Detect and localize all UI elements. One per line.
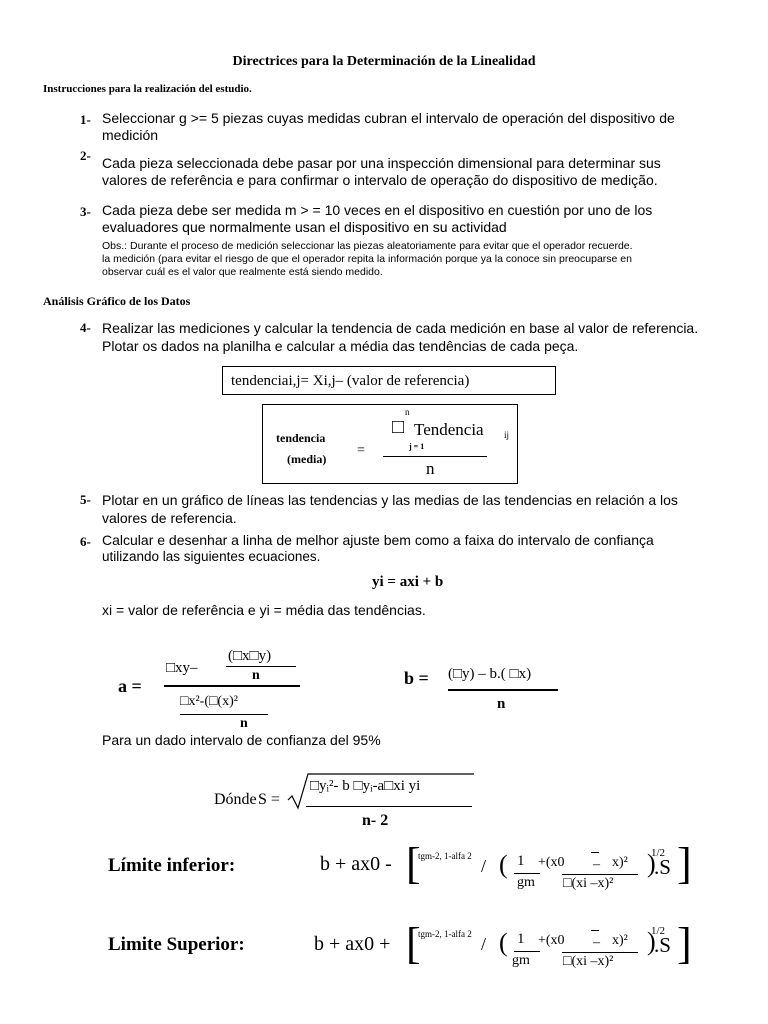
limit-inferior-s: .S [654,855,671,879]
limit-inferior-expr: b + ax0 - [320,853,392,875]
slash-icon: / [481,934,487,954]
limit-inferior-frac-bar [562,874,638,875]
obs-line-3: observar cuál es el valor que realmente está siendo medido. [102,266,383,278]
media-label-2: (media) [287,452,327,466]
limit-inferior-one-bar [514,873,540,874]
formula-a-main-bar [164,685,300,687]
limit-inferior-power: 1/2 [651,847,666,859]
formula-a-den-bar [180,714,268,715]
formula-tendencia: tendenciai,j= Xi,j– (valor de referencia) [231,373,470,389]
limit-superior-minus: – [593,935,600,950]
formula-s-radicand: □yᵢ²- b □yᵢ-a□xi yi [310,778,421,794]
left-paren-icon: ( [499,850,508,879]
step-4-line-2: Plotar os dados na planilha e calcular a média das tendências de cada peça. [102,338,579,354]
formula-b-bar [448,689,558,691]
step-3-line-1: Cada pieza debe ser medida m > = 10 veces en el dispositivo en cuestión por uno de los [102,202,653,218]
step-6-line-2: utilizando las siguientes ecuaciones. [102,549,321,564]
limit-superior-one-bar [514,951,540,952]
formula-a-inner-bar [226,666,296,667]
obs-line-1: Obs.: Durante el proceso de medición seleccionar las piezas aleatoriamente para evitar que el operador recuerde. [102,240,633,252]
obs-line-2: la medición (para evitar el riesgo de que el operador repita la información porque ya la conoce sin preocuparse en [102,253,632,265]
step-1-line-2: medición [102,127,159,143]
formula-media-box [262,404,518,484]
formula-a-num-left: □xy– [166,660,198,676]
formula-b-denominator: n [497,696,506,712]
limit-superior-t: tgm-2, 1-alfa 2 [418,929,472,939]
formula-a-label: a = [118,676,142,696]
right-paren-icon: ) [647,927,656,956]
limit-superior-s: .S [654,933,671,957]
right-bracket-icon: ] [677,839,692,888]
limit-superior-expr: b + ax0 + [314,933,391,955]
step-5-line-2: valores de referencia. [102,510,237,526]
x-bar-icon [591,852,599,853]
media-denominator: n [426,459,435,478]
step-4-line-1: Realizar las mediciones y calcular la tendencia de cada medición en base al valor de referencia. [102,320,699,336]
slash-icon: / [481,856,487,876]
limit-inferior-bar-x: x)² [612,855,628,870]
step-3-line-2: evaluadores que normalmente usan el dispositivo en su actividad [102,219,507,235]
left-bracket-icon: [ [406,919,421,968]
eq-line: yi = axi + b [372,574,444,590]
formula-a-num-frac-bottom: n [252,668,260,683]
limit-superior-power: 1/2 [651,925,666,937]
confidence-text: Para un dado intervalo de confianza del 95% [102,732,381,748]
step-5-number: 5- [80,492,91,507]
step-2-line-1: Cada pieza seleccionada debe pasar por una inspección dimensional para determinar sus [102,155,661,171]
sum-symbol: □ [392,416,405,438]
media-fraction-bar [383,456,487,457]
step-1-number: 1- [80,112,91,127]
media-equals: = [357,443,365,458]
limit-superior-one: 1 [517,931,525,947]
x-bar-icon [591,930,599,931]
step-3-number: 3- [80,204,91,219]
limit-superior-gm: gm [512,953,530,968]
step-5-line-1: Plotar en un gráfico de líneas las tendencias y las medias de las tendencias en relación a los [102,492,678,508]
limit-inferior-label: Límite inferior: [108,855,236,876]
media-label-1: tendencia [276,431,326,445]
formula-b-numerator: (□y) – b.( □x) [448,666,532,682]
formula-tendencia-box [222,366,556,395]
limit-inferior-one: 1 [517,853,525,869]
left-paren-icon: ( [499,928,508,957]
limit-superior-frac-bar [562,952,638,953]
limit-superior-plus: +(x0 [538,933,565,948]
left-bracket-icon: [ [406,839,421,888]
step-6-line-1: Calcular e desenhar a linha de melhor ajuste bem como a faixa do intervalo de confiança [102,532,654,548]
formula-s-bar [306,806,472,807]
formula-a-den-left: □x²-(□(x)² [180,694,238,709]
document-title: Directrices para la Determinación de la Linealidad [232,54,536,69]
step-4-number: 4- [80,320,91,335]
limit-inferior-t: tgm-2, 1-alfa 2 [418,851,472,861]
limit-superior-den: □(xi –x)² [563,954,614,969]
right-paren-icon: ) [647,849,656,878]
xi-definition: xi = valor de referência e yi = média das tendências. [102,602,426,618]
step-2-line-2: valores de referência e para confirmar o intervalo de operação do dispositivo de medição. [102,172,658,188]
step-1-line-1: Seleccionar g >= 5 piezas cuyas medidas cubran el intervalo de operación del dispositivo de [102,110,675,126]
sum-upper-limit: n [405,407,410,417]
sum-suffix: ij [504,430,510,440]
limit-superior-bar-x: x)² [612,933,628,948]
formula-a-num-frac-top: (□x□y) [228,648,272,664]
step-6-number: 6- [80,534,91,549]
limit-superior-label: Limite Superior: [108,934,245,955]
sum-lower-limit: j = 1 [409,442,425,451]
step-2-number: 2- [80,148,91,163]
limit-inferior-minus: – [593,857,600,872]
formula-s-prefix: Dónde [214,791,257,808]
formula-b-label: b = [404,668,429,688]
right-bracket-icon: ] [677,919,692,968]
sum-term: Tendencia [414,420,484,439]
analysis-heading: Análisis Gráfico de los Datos [43,294,191,308]
limit-inferior-gm: gm [517,875,535,890]
formula-a-den-bottom: n [240,716,248,731]
instructions-heading: Instrucciones para la realización del estudio. [43,83,252,95]
formula-s-label: S = [258,791,280,808]
limit-inferior-den: □(xi –x)² [563,876,614,891]
formula-s-denominator: n- 2 [362,812,389,829]
limit-inferior-plus: +(x0 [538,855,565,870]
